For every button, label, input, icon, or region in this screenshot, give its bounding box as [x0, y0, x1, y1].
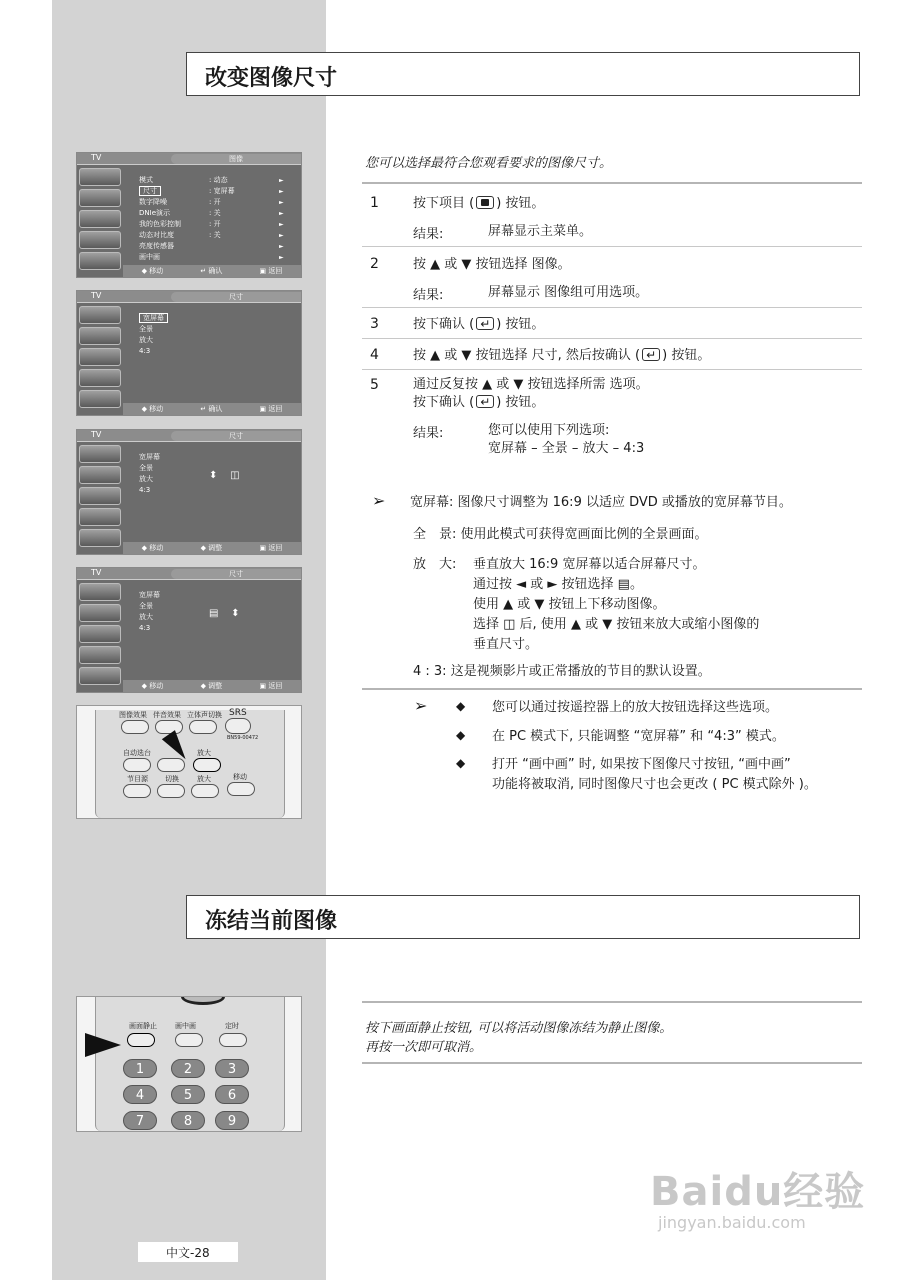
watermark: [650, 1160, 865, 1232]
tv-foot-return: ▣ 返回: [259, 682, 283, 690]
tv-menu-value: : 关: [209, 209, 221, 217]
tv-menu-list: [139, 590, 160, 634]
divider: [362, 1001, 862, 1003]
tv-foot-return: ▣ 返回: [259, 267, 283, 275]
number-button-6[interactable]: 6: [215, 1085, 249, 1104]
result-text: 宽屏幕 – 全景 – 放大 – 4:3: [488, 441, 645, 456]
remote-label: 移动: [233, 773, 247, 781]
tv-foot-move: ◆ 移动: [141, 267, 164, 275]
result-text: 您可以使用下列选项:: [488, 423, 610, 438]
zoom-button-2[interactable]: [191, 784, 219, 798]
tv-menu-item: 画中画: [139, 253, 160, 261]
tip-text: 功能将被取消, 同时图像尺寸也会更改 ( PC 模式除外 )。: [492, 777, 817, 792]
note-arrow-icon: ➢: [372, 491, 386, 510]
tip-arrow-icon: ➢: [414, 696, 428, 715]
tv-foot-move: ◆ 移动: [141, 682, 164, 690]
tv-screen-zoom-scale: [76, 567, 302, 693]
step-text: 通过反复按 ▲ 或 ▼ 按钮选择所需 选项。: [413, 377, 649, 392]
tv-sidebar: [79, 304, 123, 404]
result-label: 结果:: [413, 227, 444, 242]
bullet-icon: ◆: [456, 756, 466, 770]
tv-tab: TV: [91, 568, 102, 577]
number-button-5[interactable]: 5: [171, 1085, 205, 1104]
tv-menu-item: 宽屏幕: [139, 313, 168, 324]
enter-button-icon: [476, 395, 494, 408]
tv-menu-icon: [79, 508, 121, 526]
tv-sidebar: [79, 581, 123, 681]
menu-button-icon: [476, 196, 494, 209]
tv-menu-icon: [79, 210, 121, 228]
watermark-logo: Baidu经验: [650, 1169, 866, 1215]
step-text: 按 ▲ 或 ▼ 按钮选择 图像。: [413, 257, 571, 272]
note-zoom-line: 通过按 ◄ 或 ► 按钮选择 ▤。: [473, 577, 643, 592]
step-number: 4: [370, 347, 379, 363]
remote-illustration-zoom: [76, 705, 302, 819]
tv-menu-icon: [79, 168, 121, 186]
tv-menu-icon: [79, 667, 121, 685]
tv-menu-list: [139, 313, 168, 357]
tv-menu-item: 宽屏幕: [139, 591, 160, 599]
step-text: 按下项目 ( ) 按钮。: [413, 196, 545, 211]
tv-menu-list: [139, 452, 160, 496]
tv-menu-item: 全景: [139, 325, 153, 333]
tv-tab: TV: [91, 153, 102, 162]
divider: [362, 182, 862, 184]
tv-tab: TV: [91, 430, 102, 439]
tv-footer: [123, 680, 301, 692]
tv-menu-item: 动态对比度: [139, 231, 174, 239]
tv-arrows-icon: ► ► ► ► ► ► ► ►: [279, 177, 284, 261]
tv-head: 尺寸: [171, 569, 301, 579]
tv-menu-item: 放大: [139, 336, 153, 344]
note-wide: 宽屏幕: 图像尺寸调整为 16:9 以适应 DVD 或播放的宽屏幕节目。: [410, 495, 792, 510]
tv-menu-icon: [79, 646, 121, 664]
tv-menu-icon: [79, 487, 121, 505]
tv-menu-item: 数字降噪: [139, 198, 167, 206]
note-pano: 全 景: 使用此模式可获得宽画面比例的全景画面。: [413, 527, 708, 542]
tv-head: 尺寸: [171, 431, 301, 441]
tv-sidebar: [79, 166, 123, 266]
tv-menu-icon: [79, 189, 121, 207]
note-zoom-label: 放 大:: [413, 557, 457, 572]
tv-head: 尺寸: [171, 292, 301, 302]
note-zoom-line: 垂直尺寸。: [473, 637, 539, 652]
tv-menu-item: 尺寸: [139, 186, 181, 197]
step-text: 按下确认 (↵ ) 按钮。: [413, 316, 544, 334]
tip-text: 在 PC 模式下, 只能调整 “宽屏幕” 和 “4:3” 模式。: [492, 729, 785, 744]
remote-illustration-freeze: [76, 996, 302, 1132]
tv-head: 图像: [171, 154, 301, 164]
timer-button[interactable]: [219, 1033, 247, 1047]
step-text: 按下确认 (↵ ) 按钮。: [413, 394, 544, 412]
zoom-mode-icons: ▤ ⬍: [209, 608, 240, 619]
tv-foot-adjust: ◆ 调整: [200, 544, 223, 552]
zoom-mode-icons: ⬍ ◫: [209, 470, 240, 481]
number-button-3[interactable]: 3: [215, 1059, 249, 1078]
tv-screen-picture-menu: [76, 152, 302, 278]
remote-label: 画面静止: [129, 1022, 157, 1030]
divider: [362, 338, 862, 339]
note-zoom-line: 垂直放大 16:9 宽屏幕以适合屏幕尺寸。: [473, 557, 706, 572]
tip-text: 打开 “画中画” 时, 如果按下图像尺寸按钮, “画中画”: [492, 757, 791, 772]
tv-menu-icon: [79, 529, 121, 547]
remote-model-code: BN59-00472: [227, 735, 259, 741]
tv-menu-icon: [79, 348, 121, 366]
tv-menu-value: : 动态: [209, 176, 228, 184]
note-ratio: 4 : 3: 这是视频影片或正常播放的节目的默认设置。: [413, 664, 711, 679]
tv-menu-item: 4:3: [139, 486, 151, 494]
tv-sidebar: [79, 443, 123, 543]
tv-menu-item: 宽屏幕: [139, 453, 160, 461]
remote-label: 定时: [225, 1022, 239, 1030]
tv-footer: [123, 403, 301, 415]
divider: [362, 307, 862, 308]
step-number: 2: [370, 256, 379, 272]
srs-button[interactable]: [225, 718, 251, 734]
stereo-button[interactable]: [189, 720, 217, 734]
remote-label: 放大: [197, 749, 211, 757]
remote-label: 伴音效果: [153, 711, 181, 719]
tv-foot-confirm: ↵ 确认: [200, 267, 223, 275]
tv-menu-icon: [79, 583, 121, 601]
tv-menu-item: 4:3: [139, 624, 151, 632]
tv-menu-item: DNIe演示: [139, 209, 170, 217]
tv-foot-move: ◆ 移动: [141, 405, 164, 413]
tv-menu-list: [139, 175, 181, 263]
remote-label: 自动选台: [123, 749, 151, 757]
section-title-resize: 改变图像尺寸: [186, 52, 860, 96]
tv-menu-icon: [79, 306, 121, 324]
remote-label: SRS: [229, 708, 247, 718]
tv-menu-icon: [79, 327, 121, 345]
tv-menu-values: [209, 175, 235, 241]
picture-effect-button[interactable]: [121, 720, 149, 734]
auto-tune-button[interactable]: [123, 758, 151, 772]
number-button-7[interactable]: 7: [123, 1111, 157, 1130]
zoom-button[interactable]: [193, 758, 221, 772]
tv-foot-move: ◆ 移动: [141, 544, 164, 552]
result-label: 结果:: [413, 288, 444, 303]
tv-tab: TV: [91, 291, 102, 300]
tv-menu-icon: [79, 231, 121, 249]
tv-screen-zoom-adjust: [76, 429, 302, 555]
bullet-icon: ◆: [456, 699, 466, 713]
tv-foot-return: ▣ 返回: [259, 544, 283, 552]
divider: [362, 1062, 862, 1064]
number-button-1[interactable]: 1: [123, 1059, 157, 1078]
number-button-4[interactable]: 4: [123, 1085, 157, 1104]
tv-menu-item: 全景: [139, 602, 153, 610]
result-text: 屏幕显示主菜单。: [488, 224, 593, 239]
pointer-arrow-icon: [85, 1033, 121, 1057]
remote-label: 切换: [165, 775, 179, 783]
enter-button-icon: [642, 348, 660, 361]
tv-menu-item: 放大: [139, 475, 153, 483]
tv-menu-item: 放大: [139, 613, 153, 621]
result-text: 屏幕显示 图像组可用选项。: [488, 285, 649, 300]
pip-button[interactable]: [175, 1033, 203, 1047]
freeze-button[interactable]: [127, 1033, 155, 1047]
enter-button-icon: [476, 317, 494, 330]
tip-text: 您可以通过按遥控器上的放大按钮选择这些选项。: [492, 700, 779, 715]
tv-menu-item: 全景: [139, 464, 153, 472]
tv-foot-confirm: ↵ 确认: [200, 405, 223, 413]
remote-label: 放大: [197, 775, 211, 783]
note-zoom-line: 使用 ▲ 或 ▼ 按钮上下移动图像。: [473, 597, 666, 612]
tv-menu-value: : 开: [209, 198, 221, 206]
tv-menu-icon: [79, 466, 121, 484]
step-text: 按 ▲ 或 ▼ 按钮选择 尺寸, 然后按确认 (↵ ) 按钮。: [413, 347, 710, 365]
tv-menu-item: 4:3: [139, 347, 151, 355]
freeze-text: 再按一次即可取消。: [365, 1040, 483, 1055]
tv-foot-return: ▣ 返回: [259, 405, 283, 413]
tv-menu-item: 亮度传感器: [139, 242, 174, 250]
divider: [362, 369, 862, 370]
step-number: 1: [370, 195, 379, 211]
divider: [362, 246, 862, 247]
intro-text: 您可以选择最符合您观看要求的图像尺寸。: [365, 156, 613, 171]
freeze-text: 按下画面静止按钮, 可以将活动图像冻结为静止图像。: [365, 1021, 673, 1036]
tv-footer: [123, 542, 301, 554]
tv-menu-icon: [79, 390, 121, 408]
divider: [362, 688, 862, 690]
tv-menu-icon: [79, 252, 121, 270]
step-number: 3: [370, 316, 379, 332]
source-button[interactable]: [123, 784, 151, 798]
number-button-2[interactable]: 2: [171, 1059, 205, 1078]
move-button[interactable]: [227, 782, 255, 796]
tv-menu-icon: [79, 604, 121, 622]
tv-foot-adjust: ◆ 调整: [200, 682, 223, 690]
tv-menu-icon: [79, 369, 121, 387]
tv-menu-value: : 宽屏幕: [209, 187, 235, 195]
remote-label: 画中画: [175, 1022, 196, 1030]
note-zoom-line: 选择 ◫ 后, 使用 ▲ 或 ▼ 按钮来放大或缩小图像的: [473, 617, 760, 632]
section-title-freeze: 冻结当前图像: [186, 895, 860, 939]
bullet-icon: ◆: [456, 728, 466, 742]
tv-menu-value: : 开: [209, 220, 221, 228]
remote-label: 图像效果: [119, 711, 147, 719]
number-button-9[interactable]: 9: [215, 1111, 249, 1130]
remote-label: 立体声切换: [187, 711, 222, 719]
tv-menu-item: 我的色彩控制: [139, 220, 181, 228]
remote-label: 节目源: [127, 775, 148, 783]
tv-menu-icon: [79, 625, 121, 643]
number-button-8[interactable]: 8: [171, 1111, 205, 1130]
sound-effect-button[interactable]: [155, 720, 183, 734]
tv-footer: [123, 265, 301, 277]
tv-menu-icon: [79, 445, 121, 463]
swap-button[interactable]: [157, 784, 185, 798]
tv-menu-value: : 关: [209, 231, 221, 239]
tv-screen-size-menu: [76, 290, 302, 416]
page-number: 中文-28: [138, 1242, 238, 1262]
watermark-url: jingyan.baidu.com: [658, 1213, 806, 1232]
tv-menu-item: 模式: [139, 176, 153, 184]
step-number: 5: [370, 377, 379, 393]
result-label: 结果:: [413, 426, 444, 441]
